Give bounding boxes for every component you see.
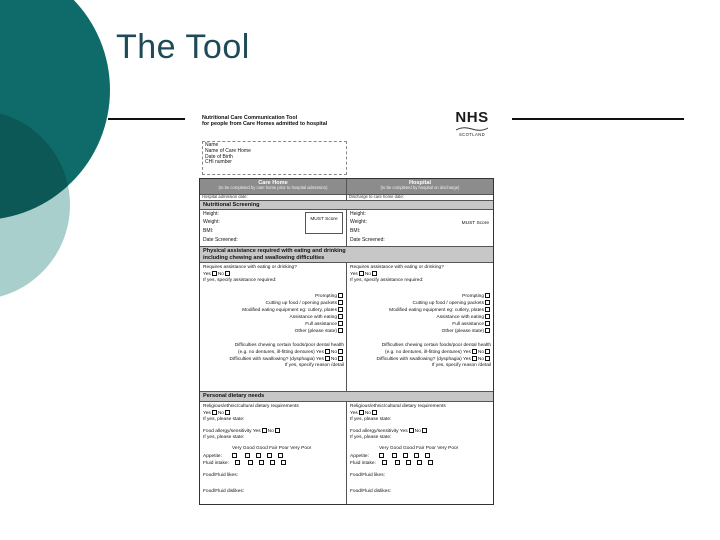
admission-date-label: Hospital admission date:	[200, 194, 347, 200]
rating-fair: Fair	[269, 445, 278, 451]
care-home-title: Care Home	[258, 180, 288, 186]
weight-label: Weight:	[203, 219, 220, 226]
date-screened-label: Date Screened:	[350, 237, 385, 244]
assistance-hospital	[347, 263, 493, 391]
no-label: No	[267, 428, 274, 434]
rating-good: Good	[403, 445, 415, 451]
assist-item-1	[266, 300, 344, 307]
screening-hospital	[347, 210, 493, 246]
yes-label: Yes	[203, 410, 211, 416]
no-label: No	[330, 350, 337, 356]
assist-specify: If yes, specify assistance required:	[203, 278, 277, 284]
no-checkbox[interactable]	[485, 349, 490, 354]
no-checkbox[interactable]	[275, 428, 280, 433]
item-checkbox[interactable]	[485, 293, 490, 298]
no-checkbox[interactable]	[338, 356, 343, 361]
yes-checkbox[interactable]	[212, 410, 217, 415]
assist-item-0	[315, 293, 344, 300]
personal-details-box	[202, 141, 347, 175]
chewing-yes-no	[385, 349, 491, 356]
assist-item-5	[295, 328, 344, 335]
no-label: No	[217, 272, 224, 278]
must-score-label: MUST Score	[310, 217, 338, 223]
field-name: Name	[205, 142, 219, 148]
yes-label: Yes	[316, 357, 324, 363]
dislikes-label: Food/Fluid dislikes:	[350, 488, 392, 494]
divider-right	[512, 118, 684, 120]
item-checkbox[interactable]	[338, 307, 343, 312]
chewing-example: (e.g. no dentures, ill-fitting dentures)	[384, 350, 462, 356]
item-checkbox[interactable]	[485, 314, 490, 319]
yes-checkbox[interactable]	[359, 271, 364, 276]
item-label: Other (please state)	[294, 329, 337, 335]
fluid-line	[203, 460, 287, 467]
yes-label: Yes	[350, 272, 358, 278]
assist-question: Requires assistance with eating or drinking?	[203, 265, 297, 271]
rating-checkbox[interactable]	[245, 453, 250, 458]
yes-checkbox[interactable]	[325, 349, 330, 354]
height-label: Height:	[350, 211, 366, 218]
height-label: Height:	[203, 211, 219, 218]
no-checkbox[interactable]	[372, 410, 377, 415]
rating-poor: Poor	[278, 445, 289, 451]
appetite-line	[350, 453, 431, 460]
no-checkbox[interactable]	[338, 349, 343, 354]
fluid-intake-label: Fluid intake:	[203, 460, 229, 466]
yes-label: Yes	[463, 350, 471, 356]
item-checkbox[interactable]	[338, 321, 343, 326]
yes-checkbox[interactable]	[262, 428, 267, 433]
hospital-title: Hospital	[408, 180, 432, 186]
date-row	[200, 194, 493, 200]
dislikes-label: Food/Fluid dislikes:	[203, 488, 245, 494]
likes-label: Food/Fluid likes:	[350, 472, 385, 478]
dietary-row	[200, 402, 493, 504]
item-label: Full assistance	[452, 322, 484, 328]
chewing-example: (e.g. no dentures, ill-fitting dentures)	[237, 350, 315, 356]
no-label: No	[364, 272, 371, 278]
form-document	[199, 108, 495, 494]
assist-item-1	[413, 300, 491, 307]
no-checkbox[interactable]	[225, 271, 230, 276]
no-checkbox[interactable]	[225, 410, 230, 415]
rating-checkbox[interactable]	[248, 460, 253, 465]
discharge-date-label: Discharge to care home date:	[347, 194, 493, 200]
no-checkbox[interactable]	[422, 428, 427, 433]
bmi-label: BMI:	[350, 228, 361, 235]
no-label: No	[477, 350, 484, 356]
yes-checkbox[interactable]	[472, 356, 477, 361]
rating-headers	[232, 446, 311, 452]
field-chi: CHI number	[205, 159, 232, 166]
yes-label: Yes	[316, 350, 324, 356]
item-label: Modified eating equipment eg: cutlery, plates	[389, 308, 484, 314]
no-label: No	[477, 357, 484, 363]
swallow-yes-no	[230, 356, 344, 363]
assist-item-2	[242, 307, 344, 314]
weight-label: Weight:	[350, 219, 367, 226]
item-checkbox[interactable]	[485, 321, 490, 326]
no-checkbox[interactable]	[372, 271, 377, 276]
logo-subtext: SCOTLAND	[458, 132, 485, 137]
rating-very-poor: Very Poor	[437, 445, 459, 451]
assist-specify: If yes, specify assistance required:	[350, 278, 424, 284]
rating-checkbox[interactable]	[232, 453, 237, 458]
item-checkbox[interactable]	[338, 300, 343, 305]
form-title-line2: for people from Care Homes admitted to hospital	[202, 121, 328, 128]
rating-fair: Fair	[416, 445, 425, 451]
item-label: Assistance with eating	[289, 315, 337, 321]
rating-very-good: Very Good	[379, 445, 402, 451]
item-label: Prompting	[315, 294, 337, 300]
yes-label: Yes	[203, 272, 211, 278]
religious-label: Religious/ethnic/cultural dietary requirements	[350, 403, 446, 409]
nhs-scotland-logo	[452, 110, 492, 138]
chewing-yes-no	[238, 349, 344, 356]
appetite-line	[203, 453, 284, 460]
section-assistance	[200, 246, 493, 263]
assist-item-2	[389, 307, 491, 314]
allergy-label: Food allergy/sensitivity	[203, 428, 252, 434]
rating-checkbox[interactable]	[270, 460, 275, 465]
item-checkbox[interactable]	[485, 328, 490, 333]
rating-checkbox[interactable]	[267, 453, 272, 458]
yes-checkbox[interactable]	[409, 428, 414, 433]
religious-yes-no	[203, 410, 231, 417]
religious-label: Religious/ethnic/cultural dietary requirements	[203, 403, 299, 409]
section-dietary: Personal dietary needs	[200, 391, 493, 401]
item-label: Cutting up food / opening packets	[265, 301, 337, 307]
fluid-intake-label: Fluid intake:	[350, 460, 376, 466]
item-label: Full assistance	[305, 322, 337, 328]
appetite-label: Appetite:	[350, 453, 369, 459]
divider-left	[108, 118, 185, 120]
rating-checkbox[interactable]	[403, 453, 408, 458]
item-checkbox[interactable]	[338, 314, 343, 319]
assist-item-5	[442, 328, 491, 335]
assistance-heading-line2: including chewing and swallowing difficulties	[203, 254, 325, 261]
field-care-home: Name of Care Home	[205, 147, 251, 154]
chewing-question: Difficulties chewing certain foods/poor dental health	[234, 343, 344, 349]
appetite-label: Appetite:	[203, 453, 222, 459]
no-checkbox[interactable]	[485, 356, 490, 361]
item-label: Modified eating equipment eg: cutlery, plates	[242, 308, 337, 314]
reason-label: If yes, specify reason /detail	[284, 363, 344, 369]
fluid-line	[350, 460, 434, 467]
rating-checkbox[interactable]	[256, 453, 261, 458]
religious-yes-no	[350, 410, 378, 417]
rating-checkbox[interactable]	[406, 460, 411, 465]
rating-checkbox[interactable]	[428, 460, 433, 465]
assist-item-4	[305, 321, 344, 328]
please-state-label: If yes, please state:	[350, 416, 392, 422]
chewing-question: Difficulties chewing certain foods/poor dental health	[381, 343, 491, 349]
assist-item-4	[452, 321, 491, 328]
rating-poor: Poor	[425, 445, 436, 451]
rating-checkbox[interactable]	[417, 460, 422, 465]
yes-label: Yes	[350, 410, 358, 416]
allergy-line	[203, 428, 281, 435]
yes-checkbox[interactable]	[359, 410, 364, 415]
screening-row	[200, 210, 493, 246]
no-label: No	[414, 428, 421, 434]
rating-very-poor: Very Poor	[290, 445, 312, 451]
assist-yes-no	[203, 271, 231, 278]
form-title-line1: Nutritional Care Communication Tool	[202, 115, 298, 121]
allergy-label: Food allergy/sensitivity	[350, 428, 399, 434]
yes-checkbox[interactable]	[212, 271, 217, 276]
rating-checkbox[interactable]	[392, 453, 397, 458]
dietary-hospital	[347, 402, 493, 504]
rating-checkbox[interactable]	[382, 460, 387, 465]
form-title	[202, 115, 327, 128]
rating-headers	[379, 446, 458, 452]
rating-checkbox[interactable]	[414, 453, 419, 458]
decorative-circle-overlap	[0, 0, 110, 220]
no-label: No	[364, 410, 371, 416]
please-state-label: If yes, please state:	[350, 434, 392, 440]
reason-label: If yes, specify reason /detail	[431, 363, 491, 369]
care-home-subtitle: (to be completed by care home prior to hospital admission)	[218, 185, 328, 191]
screening-care-home	[200, 210, 347, 246]
yes-checkbox[interactable]	[472, 349, 477, 354]
item-checkbox[interactable]	[338, 328, 343, 333]
assist-question: Requires assistance with eating or drinking?	[350, 265, 444, 271]
assist-item-0	[462, 293, 491, 300]
item-label: Prompting	[462, 294, 484, 300]
column-headers	[200, 179, 493, 194]
rating-very-good: Very Good	[232, 445, 255, 451]
no-label: No	[330, 357, 337, 363]
rating-checkbox[interactable]	[379, 453, 384, 458]
logo-text: NHS	[455, 109, 489, 126]
assist-item-3	[437, 314, 491, 321]
assistance-row	[200, 263, 493, 391]
item-checkbox[interactable]	[338, 293, 343, 298]
rating-checkbox[interactable]	[259, 460, 264, 465]
allergy-line	[350, 428, 428, 435]
rating-good: Good	[256, 445, 268, 451]
item-checkbox[interactable]	[485, 300, 490, 305]
form-header	[199, 108, 495, 140]
yes-label: Yes	[252, 428, 261, 434]
item-label: Assistance with eating	[436, 315, 484, 321]
likes-label: Food/Fluid likes:	[203, 472, 238, 478]
item-label: Other (please state)	[441, 329, 484, 335]
rating-checkbox[interactable]	[395, 460, 400, 465]
dietary-care-home	[200, 402, 347, 504]
date-screened-label: Date Screened:	[203, 237, 238, 244]
yes-checkbox[interactable]	[325, 356, 330, 361]
swallow-yes-no	[377, 356, 491, 363]
bmi-label: BMI:	[203, 228, 214, 235]
rating-checkbox[interactable]	[425, 453, 430, 458]
rating-checkbox[interactable]	[281, 460, 286, 465]
assistance-heading-line1: Physical assistance required with eating and drinking	[203, 248, 346, 255]
rating-checkbox[interactable]	[235, 460, 240, 465]
assist-yes-no	[350, 271, 378, 278]
assistance-care-home	[200, 263, 347, 391]
assist-item-3	[290, 314, 344, 321]
hospital-subtitle: (to be completed by hospital on discharge)	[380, 185, 460, 191]
column-hospital	[347, 179, 493, 194]
must-score-box	[305, 212, 343, 234]
column-care-home	[200, 179, 347, 194]
form-table	[199, 178, 494, 505]
yes-label: Yes	[399, 428, 408, 434]
item-checkbox[interactable]	[485, 307, 490, 312]
please-state-label: If yes, please state:	[203, 434, 245, 440]
please-state-label: If yes, please state:	[203, 416, 245, 422]
no-label: No	[217, 410, 224, 416]
yes-label: Yes	[463, 357, 471, 363]
rating-checkbox[interactable]	[278, 453, 283, 458]
section-screening: Nutritional Screening	[200, 200, 493, 210]
field-dob: Date of Birth	[205, 153, 233, 160]
item-label: Cutting up food / opening packets	[412, 301, 484, 307]
swallow-question: Difficulties with swallowing? (dysphagia)	[376, 357, 462, 363]
must-score-label: MUST Score	[461, 221, 489, 227]
slide-title: The Tool	[116, 28, 250, 66]
swallow-question: Difficulties with swallowing? (dysphagia)	[229, 357, 315, 363]
